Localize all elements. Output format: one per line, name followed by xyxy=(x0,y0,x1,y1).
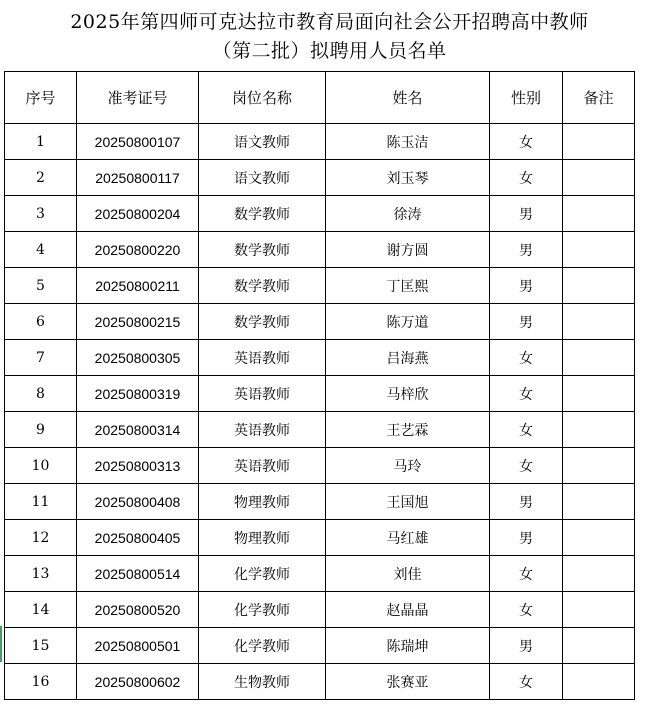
table-row xyxy=(5,412,635,448)
cell-seq[interactable]: 5 xyxy=(5,268,77,304)
cell-name[interactable]: 王艺霖 xyxy=(326,412,490,448)
cell-note[interactable] xyxy=(563,556,635,592)
document-title-line2: （第二批）拟聘用人员名单 xyxy=(212,40,447,62)
cell-position[interactable]: 数学教师 xyxy=(199,196,326,232)
cell-note[interactable] xyxy=(563,628,635,664)
cell-note[interactable] xyxy=(563,268,635,304)
document-title-line1: 2025年第四师可克达拉市教育局面向社会公开招聘高中教师 xyxy=(70,11,589,33)
cell-note[interactable] xyxy=(563,520,635,556)
table-row xyxy=(5,232,635,268)
cell-exam-id[interactable]: 20250800501 xyxy=(77,628,199,664)
cell-note[interactable] xyxy=(563,340,635,376)
cell-exam-id[interactable]: 20250800305 xyxy=(77,340,199,376)
cell-name[interactable]: 刘玉琴 xyxy=(326,160,490,196)
cell-position[interactable]: 语文教师 xyxy=(199,160,326,196)
hire-list-table xyxy=(4,71,635,700)
cell-position[interactable]: 物理教师 xyxy=(199,484,326,520)
cell-position[interactable]: 英语教师 xyxy=(199,376,326,412)
header-exam-id[interactable]: 准考证号 xyxy=(77,72,199,124)
cell-position[interactable]: 语文教师 xyxy=(199,124,326,160)
cell-seq[interactable]: 3 xyxy=(5,196,77,232)
cell-seq[interactable]: 8 xyxy=(5,376,77,412)
cell-name[interactable]: 吕海燕 xyxy=(326,340,490,376)
cell-gender[interactable]: 女 xyxy=(490,376,563,412)
cell-note[interactable] xyxy=(563,124,635,160)
table-row xyxy=(5,304,635,340)
cell-name[interactable]: 陈玉洁 xyxy=(326,124,490,160)
cell-note[interactable] xyxy=(563,412,635,448)
cell-note[interactable] xyxy=(563,160,635,196)
cell-gender[interactable]: 女 xyxy=(490,592,563,628)
cell-seq[interactable]: 13 xyxy=(5,556,77,592)
cell-seq[interactable]: 12 xyxy=(5,520,77,556)
cell-exam-id[interactable]: 20250800107 xyxy=(77,124,199,160)
cell-position[interactable]: 生物教师 xyxy=(199,664,326,700)
table-row xyxy=(5,340,635,376)
table-header-row xyxy=(5,72,635,124)
cell-position[interactable]: 英语教师 xyxy=(199,412,326,448)
cell-exam-id[interactable]: 20250800204 xyxy=(77,196,199,232)
cell-gender[interactable]: 男 xyxy=(490,196,563,232)
cell-seq[interactable]: 6 xyxy=(5,304,77,340)
cell-seq[interactable]: 15 xyxy=(5,628,77,664)
cell-position[interactable]: 数学教师 xyxy=(199,232,326,268)
cell-note[interactable] xyxy=(563,304,635,340)
cell-gender[interactable]: 女 xyxy=(490,412,563,448)
table-row xyxy=(5,592,635,628)
cell-exam-id[interactable]: 20250800211 xyxy=(77,268,199,304)
table-row xyxy=(5,664,635,700)
table-row xyxy=(5,628,635,664)
cell-gender[interactable]: 女 xyxy=(490,340,563,376)
cell-name[interactable]: 王国旭 xyxy=(326,484,490,520)
cell-seq[interactable]: 10 xyxy=(5,448,77,484)
table-row xyxy=(5,376,635,412)
table-row xyxy=(5,520,635,556)
table-row xyxy=(5,196,635,232)
header-seq[interactable]: 序号 xyxy=(5,72,77,124)
cell-position[interactable]: 化学教师 xyxy=(199,628,326,664)
header-gender[interactable]: 性别 xyxy=(490,72,563,124)
cell-note[interactable] xyxy=(563,484,635,520)
cell-note[interactable] xyxy=(563,448,635,484)
table-row xyxy=(5,556,635,592)
cell-note[interactable] xyxy=(563,196,635,232)
cell-position[interactable]: 数学教师 xyxy=(199,304,326,340)
cell-exam-id[interactable]: 20250800220 xyxy=(77,232,199,268)
cell-note[interactable] xyxy=(563,232,635,268)
cell-exam-id[interactable]: 20250800319 xyxy=(77,376,199,412)
table-row xyxy=(5,268,635,304)
header-name[interactable]: 姓名 xyxy=(326,72,490,124)
cell-seq[interactable]: 2 xyxy=(5,160,77,196)
table-row xyxy=(5,448,635,484)
table-row xyxy=(5,484,635,520)
cell-position[interactable]: 化学教师 xyxy=(199,592,326,628)
cell-note[interactable] xyxy=(563,592,635,628)
cell-exam-id[interactable]: 20250800215 xyxy=(77,304,199,340)
cell-name[interactable]: 徐涛 xyxy=(326,196,490,232)
cell-gender[interactable]: 男 xyxy=(490,628,563,664)
cell-gender[interactable]: 女 xyxy=(490,664,563,700)
cell-name[interactable]: 丁匡熙 xyxy=(326,268,490,304)
cell-exam-id[interactable]: 20250800520 xyxy=(77,592,199,628)
cell-position[interactable]: 数学教师 xyxy=(199,268,326,304)
cell-position[interactable]: 物理教师 xyxy=(199,520,326,556)
table-row xyxy=(5,124,635,160)
cell-name[interactable]: 刘佳 xyxy=(326,556,490,592)
cell-note[interactable] xyxy=(563,376,635,412)
cell-gender[interactable]: 男 xyxy=(490,484,563,520)
cell-gender[interactable]: 男 xyxy=(490,520,563,556)
cell-position[interactable]: 化学教师 xyxy=(199,556,326,592)
table-row xyxy=(5,160,635,196)
cell-name[interactable]: 马红雄 xyxy=(326,520,490,556)
cell-exam-id[interactable]: 20250800314 xyxy=(77,412,199,448)
cell-seq[interactable]: 9 xyxy=(5,412,77,448)
cell-seq[interactable]: 1 xyxy=(5,124,77,160)
cell-name[interactable]: 马梓欣 xyxy=(326,376,490,412)
header-note[interactable]: 备注 xyxy=(563,72,635,124)
cell-exam-id[interactable]: 20250800602 xyxy=(77,664,199,700)
cell-exam-id[interactable]: 20250800313 xyxy=(77,448,199,484)
cell-gender[interactable]: 女 xyxy=(490,160,563,196)
cell-seq[interactable]: 11 xyxy=(5,484,77,520)
cell-seq[interactable]: 14 xyxy=(5,592,77,628)
cell-gender[interactable]: 女 xyxy=(490,556,563,592)
cell-name[interactable]: 陈万道 xyxy=(326,304,490,340)
cell-gender[interactable]: 男 xyxy=(490,268,563,304)
cell-gender[interactable]: 女 xyxy=(490,448,563,484)
cell-name[interactable]: 谢方圆 xyxy=(326,232,490,268)
cell-name[interactable]: 马玲 xyxy=(326,448,490,484)
active-row-marker xyxy=(0,626,2,662)
cell-seq[interactable]: 16 xyxy=(5,664,77,700)
cell-exam-id[interactable]: 20250800117 xyxy=(77,160,199,196)
header-position[interactable]: 岗位名称 xyxy=(199,72,326,124)
cell-name[interactable]: 陈瑞坤 xyxy=(326,628,490,664)
cell-exam-id[interactable]: 20250800405 xyxy=(77,520,199,556)
cell-position[interactable]: 英语教师 xyxy=(199,340,326,376)
cell-position[interactable]: 英语教师 xyxy=(199,448,326,484)
cell-exam-id[interactable]: 20250800514 xyxy=(77,556,199,592)
cell-exam-id[interactable]: 20250800408 xyxy=(77,484,199,520)
cell-name[interactable]: 张赛亚 xyxy=(326,664,490,700)
cell-gender[interactable]: 女 xyxy=(490,124,563,160)
cell-name[interactable]: 赵晶晶 xyxy=(326,592,490,628)
cell-gender[interactable]: 男 xyxy=(490,232,563,268)
cell-seq[interactable]: 7 xyxy=(5,340,77,376)
cell-note[interactable] xyxy=(563,664,635,700)
cell-seq[interactable]: 4 xyxy=(5,232,77,268)
cell-gender[interactable]: 男 xyxy=(490,304,563,340)
